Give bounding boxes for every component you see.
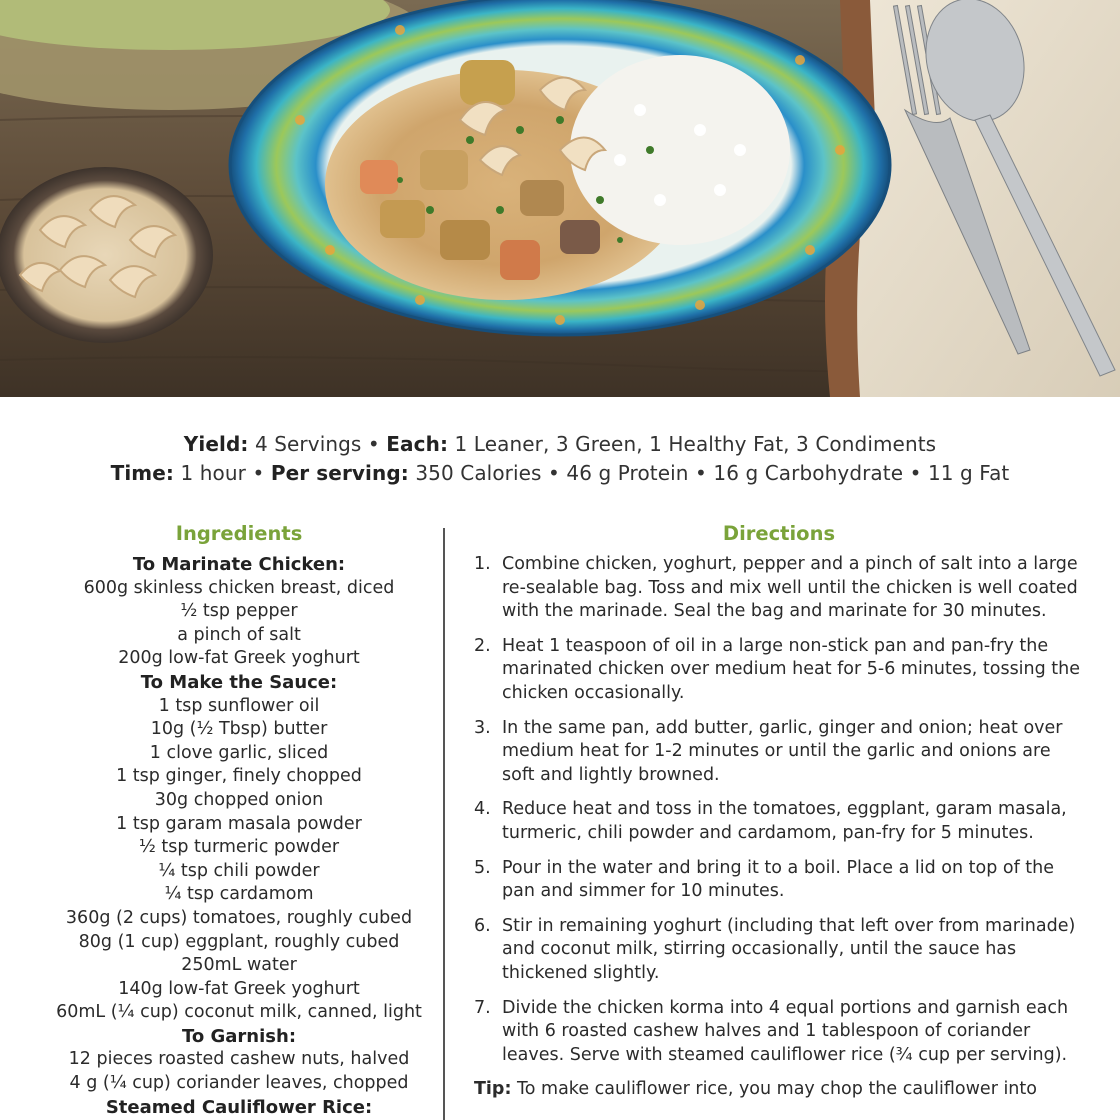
step-text: Stir in remaining yoghurt (including that left over from marinade) and coconut milk, stirring occasionally, until the sauce has thickened slightly. <box>502 915 1076 983</box>
ingredient-item: 1 tsp sunflower oil <box>158 695 320 716</box>
step-number: 2. <box>474 635 491 656</box>
time-value: 1 hour <box>180 461 246 485</box>
yield-line <box>0 430 1120 459</box>
ingredients-heading: Ingredients <box>175 522 303 545</box>
ingredient-item: 4 g (¼ cup) coriander leaves, chopped <box>69 1073 409 1094</box>
recipe-stats <box>0 430 1120 488</box>
directions-list <box>474 553 1084 1067</box>
direction-step <box>474 997 1084 1068</box>
direction-step <box>474 798 1084 845</box>
direction-step <box>474 553 1084 624</box>
ingredients-column <box>30 520 448 1119</box>
per-serving-value: 350 Calories • 46 g Protein • 16 g Carbohydrate • 11 g Fat <box>415 461 1010 485</box>
step-number: 1. <box>474 554 491 574</box>
step-text: Combine chicken, yoghurt, pepper and a pinch of salt into a large re-sealable bag. Toss and mix well until the chicken is well coated with the marinade. Seal the bag and marinate for 30 minutes. <box>502 554 1078 622</box>
recipe-photo <box>0 0 1120 397</box>
step-number: 5. <box>474 857 491 878</box>
direction-step <box>474 635 1084 706</box>
ingredient-item: ¼ tsp chili powder <box>158 860 320 881</box>
ingredient-item: 60mL (¼ cup) coconut milk, canned, light <box>56 1002 422 1023</box>
directions-heading: Directions <box>722 522 836 545</box>
step-text: In the same pan, add butter, garlic, ginger and onion; heat over medium heat for 1-2 minutes or until the garlic and onions are soft and lightly browned. <box>502 717 1063 785</box>
tip <box>474 1078 1084 1102</box>
yield-label: Yield: <box>183 432 249 456</box>
time-line <box>0 459 1120 488</box>
time-label: Time: <box>110 461 175 485</box>
ingredient-item: 200g low-fat Greek yoghurt <box>118 648 360 669</box>
ingredient-item: a pinch of salt <box>177 624 301 645</box>
step-number: 4. <box>474 799 491 820</box>
step-text: Divide the chicken korma into 4 equal portions and garnish each with 6 roasted cashew halves and 1 tablespoon of coriander leaves. Serve with steamed cauliflower rice (¾ cup per serving). <box>502 997 1069 1065</box>
direction-step <box>474 717 1084 788</box>
ingredient-item: 12 pieces roasted cashew nuts, halved <box>68 1049 410 1070</box>
direction-step <box>474 857 1084 904</box>
ingredient-item: 1 tsp ginger, finely chopped <box>116 766 362 787</box>
directions-column <box>474 520 1084 1102</box>
ingredient-item: 600g skinless chicken breast, diced <box>83 577 395 598</box>
ingredient-group-title: Steamed Cauliflower Rice: <box>105 1096 373 1118</box>
step-text: Pour in the water and bring it to a boil. Place a lid on top of the pan and simmer for 10 minutes. <box>502 857 1055 902</box>
ingredient-item: 250mL water <box>181 955 297 976</box>
ingredient-item: 80g (1 cup) eggplant, roughly cubed <box>78 931 400 952</box>
ingredient-item: ½ tsp turmeric powder <box>138 837 340 858</box>
ingredient-group-title: To Garnish: <box>181 1025 297 1047</box>
step-text: Heat 1 teaspoon of oil in a large non-stick pan and pan-fry the marinated chicken over medium heat for 5-6 minutes, tossing the chicken occasionally. <box>502 635 1081 703</box>
ingredient-groups <box>30 553 448 1119</box>
step-number: 3. <box>474 717 491 738</box>
each-value: 1 Leaner, 3 Green, 1 Healthy Fat, 3 Condiments <box>454 432 937 456</box>
step-number: 6. <box>474 915 491 936</box>
ingredient-item: 30g chopped onion <box>154 789 324 810</box>
ingredient-item: 140g low-fat Greek yoghurt <box>118 978 360 999</box>
tip-label: Tip: <box>474 1079 512 1100</box>
step-number: 7. <box>474 997 491 1018</box>
tip-text: To make cauliflower rice, you may chop the cauliflower into <box>517 1079 1037 1100</box>
korma-plate-photo <box>0 0 1120 397</box>
column-divider <box>443 528 445 1120</box>
ingredient-item: ½ tsp pepper <box>180 601 298 622</box>
separator: • <box>367 432 380 456</box>
ingredient-group-title: To Make the Sauce: <box>140 671 338 693</box>
each-label: Each: <box>386 432 449 456</box>
yield-value: 4 Servings <box>254 432 362 456</box>
direction-step <box>474 915 1084 986</box>
separator: • <box>252 461 265 485</box>
ingredient-item: 360g (2 cups) tomatoes, roughly cubed <box>65 907 413 928</box>
ingredient-item: ¼ tsp cardamom <box>164 884 314 905</box>
ingredient-group-title: To Marinate Chicken: <box>132 554 346 575</box>
ingredient-item: 1 tsp garam masala powder <box>116 813 362 834</box>
per-serving-label: Per serving: <box>270 461 409 485</box>
step-text: Reduce heat and toss in the tomatoes, eggplant, garam masala, turmeric, chili powder and cardamom, pan-fry for 5 minutes. <box>502 799 1067 843</box>
ingredient-item: 1 clove garlic, sliced <box>149 742 329 763</box>
ingredient-item: 10g (½ Tbsp) butter <box>150 719 328 740</box>
